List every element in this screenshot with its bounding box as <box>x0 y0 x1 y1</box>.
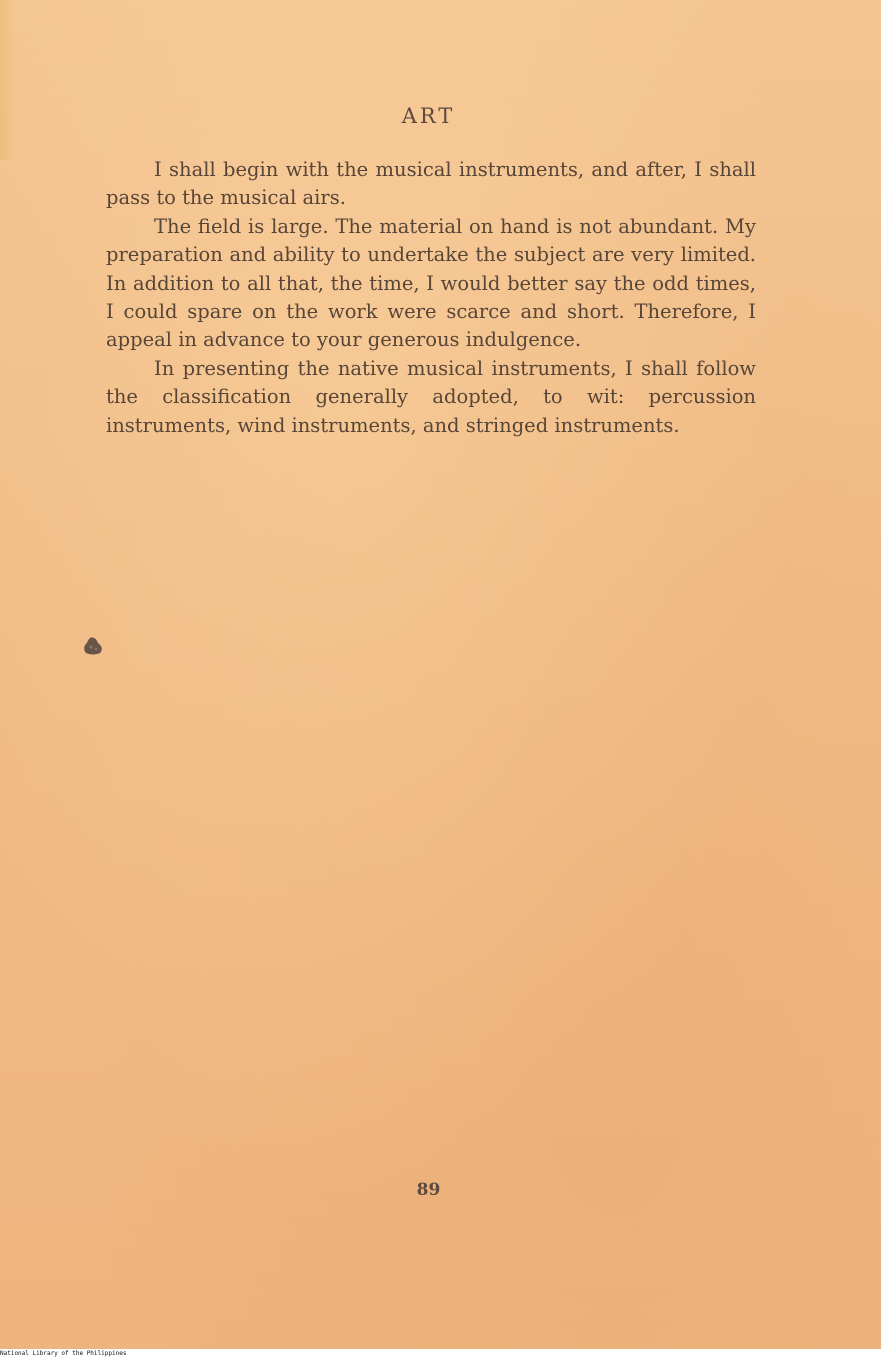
paragraph: The field is large. The material on hand is not abundant. My preparation and ability to undertake the subject are very limited. In addition to all that, the time, I would better say the odd times, I could spare on the work were scarce and short. Therefore, I appeal in advance to your generous indulgence. <box>106 214 756 352</box>
ink-blot-mark <box>81 633 105 657</box>
paragraph: In presenting the native musical instruments, I shall follow the classification generally adopted, to wit: percussion instruments, wind instruments, and stringed instruments. <box>106 356 756 437</box>
library-credit: National Library of the Philippines <box>0 1350 127 1357</box>
page-number: 89 <box>416 1180 441 1200</box>
paragraph: I shall begin with the musical instruments, and after, I shall pass to the musical airs. <box>106 158 756 210</box>
page-edge-tint <box>0 0 14 160</box>
body-text <box>106 156 756 440</box>
running-head: ART <box>401 104 456 128</box>
